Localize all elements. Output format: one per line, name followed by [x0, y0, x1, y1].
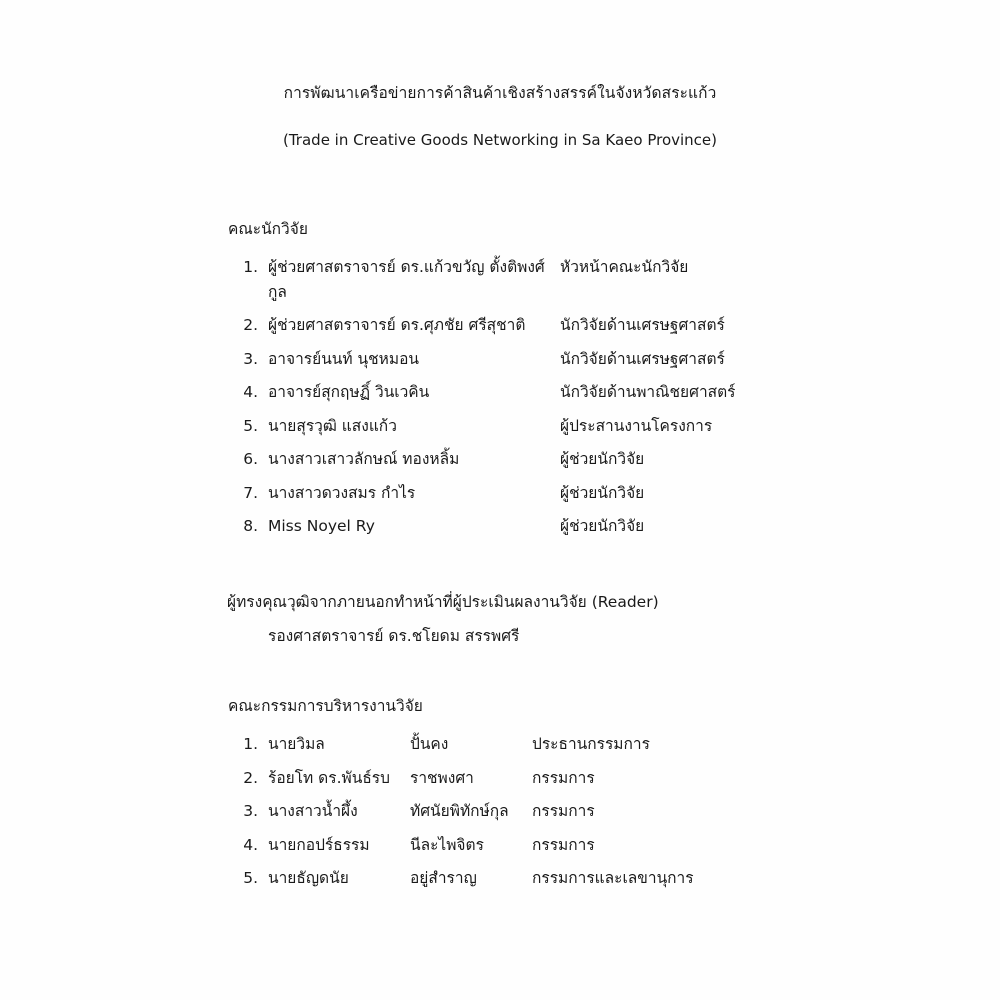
list-item-name: Miss Noyel Ry [268, 517, 375, 536]
list-item-role: กรรมการ [532, 768, 595, 787]
list-item-number: 3. [243, 802, 258, 821]
list-item [228, 862, 940, 895]
list-item-number: 3. [243, 349, 258, 368]
list-item-surname: ทัศนัยพิทักษ์กุล [410, 802, 509, 821]
list-item-role: ประธานกรรมการ [532, 735, 650, 754]
list-item-number: 6. [243, 450, 258, 469]
list-item-surname: อยู่สำราญ [410, 869, 477, 888]
list-item [228, 476, 940, 509]
document-content [0, 216, 1000, 896]
list-item-number: 2. [243, 768, 258, 787]
list-item-number: 5. [243, 416, 258, 435]
list-item-name: นางสาวน้ำผึ้ง [268, 802, 358, 821]
section-heading-committee: คณะกรรมการบริหารงานวิจัย [228, 696, 423, 715]
list-item-number: 5. [243, 869, 258, 888]
reader-name: รองศาสตราจารย์ ดร.ชโยดม สรรพศรี [268, 627, 520, 646]
list-item-name: อาจารย์สุกฤษฏิ์ วินเวคิน [268, 383, 430, 402]
page-title-thai: การพัฒนาเครือข่ายการค้าสินค้าเชิงสร้างสรรค์ในจังหวัดสระแก้ว [283, 84, 717, 102]
list-item [228, 828, 940, 861]
list-item-role: หัวหน้าคณะนักวิจัย [560, 258, 689, 277]
list-item-number: 8. [243, 517, 258, 536]
list-item-number: 4. [243, 383, 258, 402]
researchers-list [228, 251, 940, 543]
list-item-surname: ราชพงศา [410, 768, 474, 787]
list-item-role: ผู้ช่วยนักวิจัย [560, 450, 645, 469]
list-item-role: นักวิจัยด้านพาณิชยศาสตร์ [560, 383, 736, 402]
list-item [228, 409, 940, 442]
list-item-name: นายธัญดนัย [268, 869, 349, 888]
list-item-name: ผู้ช่วยศาสตราจารย์ ดร.แก้วขวัญ ตั้งติพงศ์กูล [268, 258, 545, 301]
list-item-number: 2. [243, 316, 258, 335]
list-item-number: 7. [243, 483, 258, 502]
list-item [228, 443, 940, 476]
list-item-role: ผู้ช่วยนักวิจัย [560, 483, 645, 502]
list-item [228, 342, 940, 375]
list-item-surname: นีละไพจิตร [410, 835, 484, 854]
list-item-name: นายสุรวุฒิ แสงแก้ว [268, 416, 397, 435]
list-item-name: ร้อยโท ดร.พันธ์รบ [268, 768, 390, 787]
section-heading-researchers: คณะนักวิจัย [228, 219, 308, 238]
list-item-role: นักวิจัยด้านเศรษฐศาสตร์ [560, 349, 725, 368]
list-item-number: 1. [243, 258, 258, 277]
list-item [228, 309, 940, 342]
list-item-role: กรรมการและเลขานุการ [532, 869, 694, 888]
list-item [228, 795, 940, 828]
list-item [228, 251, 940, 309]
list-item-role: ผู้ช่วยนักวิจัย [560, 517, 645, 536]
list-item-number: 1. [243, 735, 258, 754]
section-heading-reader: ผู้ทรงคุณวุฒิจากภายนอกทำหน้าที่ผู้ประเมินผลงานวิจัย (Reader) [227, 593, 659, 612]
list-item [228, 376, 940, 409]
list-item-name: นางสาวเสาวลักษณ์ ทองหลิ้ม [268, 450, 460, 469]
list-item-name: อาจารย์นนท์ นุชหมอน [268, 349, 419, 368]
committee-list [228, 728, 940, 895]
list-item [228, 510, 940, 543]
list-item-surname: ปั้นคง [410, 735, 449, 754]
list-item-name: นายกอปร์ธรรม [268, 835, 370, 854]
list-item-name: นายวิมล [268, 735, 325, 754]
list-item [228, 761, 940, 794]
list-item [228, 728, 940, 761]
page-title-english: (Trade in Creative Goods Networking in Sa Kaeo Province) [283, 131, 717, 150]
list-item-name: ผู้ช่วยศาสตราจารย์ ดร.ศุภชัย ศรีสุชาติ [268, 316, 526, 335]
list-item-role: กรรมการ [532, 835, 595, 854]
list-item-name: นางสาวดวงสมร กำไร [268, 483, 416, 502]
list-item-role: นักวิจัยด้านเศรษฐศาสตร์ [560, 316, 725, 335]
list-item-role: ผู้ประสานงานโครงการ [560, 416, 713, 435]
document-title-block [0, 82, 1000, 152]
list-item-number: 4. [243, 835, 258, 854]
list-item-role: กรรมการ [532, 802, 595, 821]
